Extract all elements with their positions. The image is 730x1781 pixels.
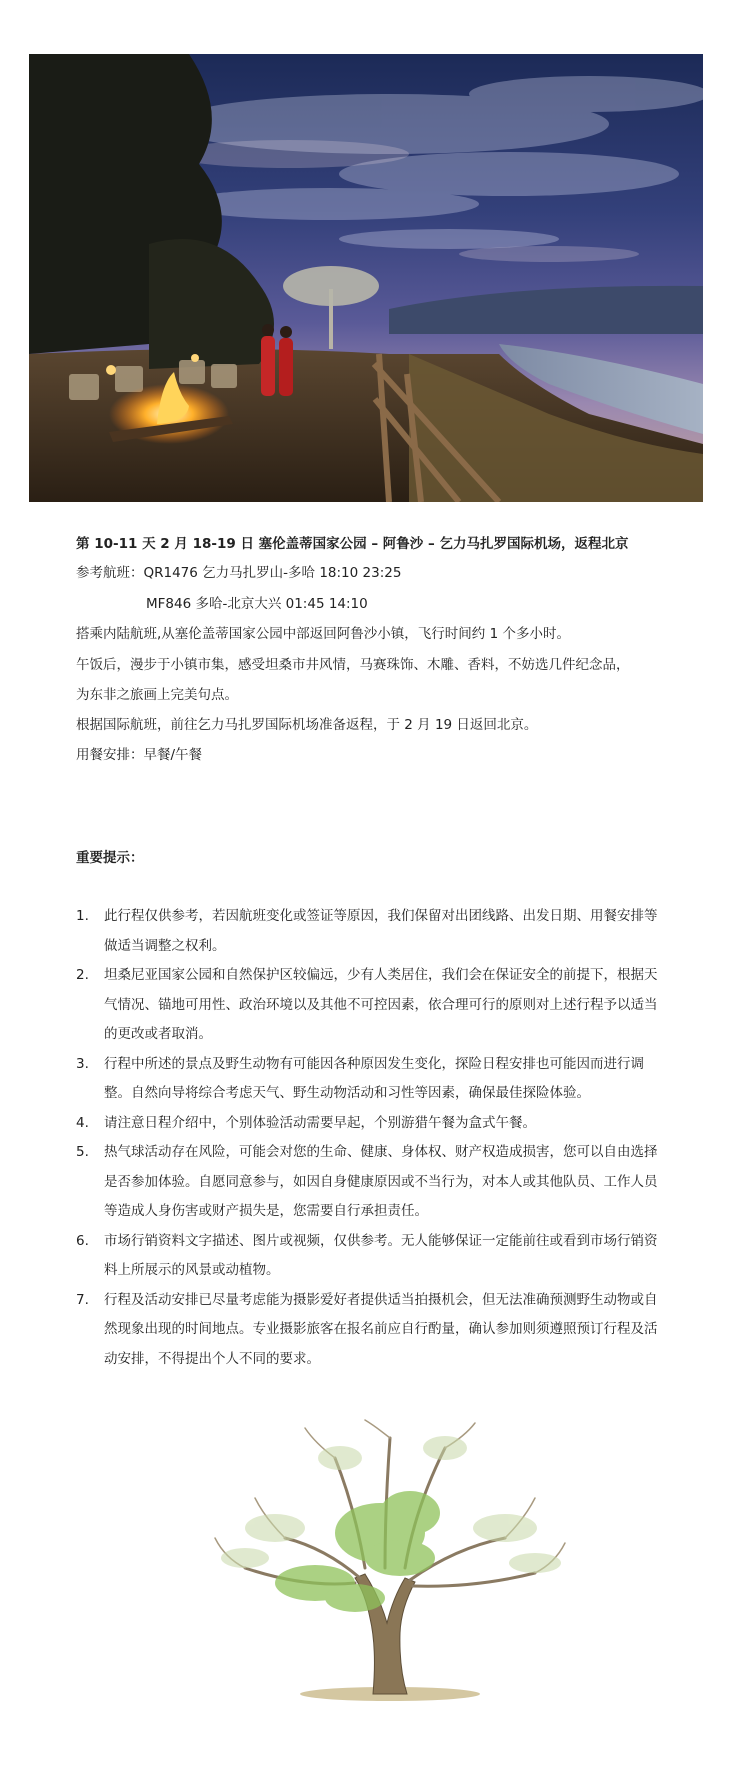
hero-photo bbox=[29, 54, 703, 502]
note-text: 此行程仅供参考，若因航班变化或签证等原因，我们保留对出团线路、出发日期、用餐安排等做适当调整之权利。 bbox=[104, 908, 658, 954]
note-item bbox=[76, 1227, 666, 1286]
note-item bbox=[76, 1109, 666, 1139]
campfire-savanna-icon bbox=[29, 54, 703, 502]
note-text: 市场行销资料文字描述、图片或视频，仅供参考。无人能够保证一定能前往或看到市场行销资料上所展示的风景或动植物。 bbox=[104, 1232, 658, 1278]
note-number: 6. bbox=[76, 1232, 89, 1249]
note-number: 2. bbox=[76, 967, 89, 983]
flight-1: QR1476 乞力马扎罗山-多哈 18:10 23:25 bbox=[143, 565, 402, 581]
note-item bbox=[76, 1286, 666, 1375]
note-item bbox=[76, 1138, 666, 1227]
para-2-line-2: 为东非之旅画上完美句点。 bbox=[76, 687, 238, 703]
note-text: 请注意日程介绍中，个别体验活动需要早起，个别游猎午餐为盒式午餐。 bbox=[104, 1114, 536, 1131]
note-item bbox=[76, 902, 666, 961]
note-number: 7. bbox=[76, 1291, 89, 1308]
note-number: 4. bbox=[76, 1114, 89, 1131]
flight-label: 参考航班： bbox=[76, 565, 144, 581]
para-2-line-1: 午饭后，漫步于小镇市集，感受坦桑市井风情，马赛珠饰、木雕、香料，不妨选几件纪念品， bbox=[76, 657, 630, 673]
note-number: 1. bbox=[76, 908, 89, 924]
acacia-tree-icon bbox=[205, 1418, 575, 1708]
tree-illustration bbox=[205, 1418, 575, 1708]
para-1: 搭乘内陆航班,从塞伦盖蒂国家公园中部返回阿鲁沙小镇，飞行时间约 1 个多小时。 bbox=[76, 626, 570, 642]
flight-2: MF846 多哈-北京大兴 01:45 14:10 bbox=[146, 596, 368, 612]
note-text: 行程及活动安排已尽量考虑能为摄影爱好者提供适当拍摄机会，但无法准确预测野生动物或自然现象出现的时间地点。专业摄影旅客在报名前应自行酌量，确认参加则须遵照预订行程及活动安排，不得提出个人不同的要求。 bbox=[104, 1291, 658, 1367]
note-number: 5. bbox=[76, 1144, 89, 1160]
note-text: 坦桑尼亚国家公园和自然保护区较偏远，少有人类居住，我们会在保证安全的前提下，根据天气情况、锚地可用性、政治环境以及其他不可控因素，依合理可行的原则对上述行程予以适当的更改或者取消。 bbox=[104, 967, 658, 1042]
para-3: 根据国际航班，前往乞力马扎罗国际机场准备返程，于 2 月 19 日返回北京。 bbox=[76, 717, 538, 733]
flight-line-1 bbox=[76, 562, 686, 584]
notes-heading: 重要提示： bbox=[76, 850, 144, 866]
note-item bbox=[76, 1050, 666, 1109]
notes-list bbox=[76, 902, 666, 1374]
meals: 用餐安排：早餐/午餐 bbox=[76, 747, 203, 763]
day-title: 第 10-11 天 2 月 18-19 日 塞伦盖蒂国家公园 – 阿鲁沙 – 乞力马扎罗国际机场，返程北京 bbox=[76, 536, 629, 552]
note-text: 热气球活动存在风险，可能会对您的生命、健康、身体权、财产权造成损害，您可以自由选择是否参加体验。自愿同意参与，如因自身健康原因或不当行为，对本人或其他队员、工作人员等造成人身伤害或财产损失是，您需要自行承担责任。 bbox=[104, 1144, 658, 1219]
note-item bbox=[76, 961, 666, 1050]
note-text: 行程中所述的景点及野生动物有可能因各种原因发生变化，探险日程安排也可能因而进行调整。自然向导将综合考虑天气、野生动物活动和习性等因素，确保最佳探险体验。 bbox=[104, 1055, 644, 1101]
note-number: 3. bbox=[76, 1055, 89, 1072]
